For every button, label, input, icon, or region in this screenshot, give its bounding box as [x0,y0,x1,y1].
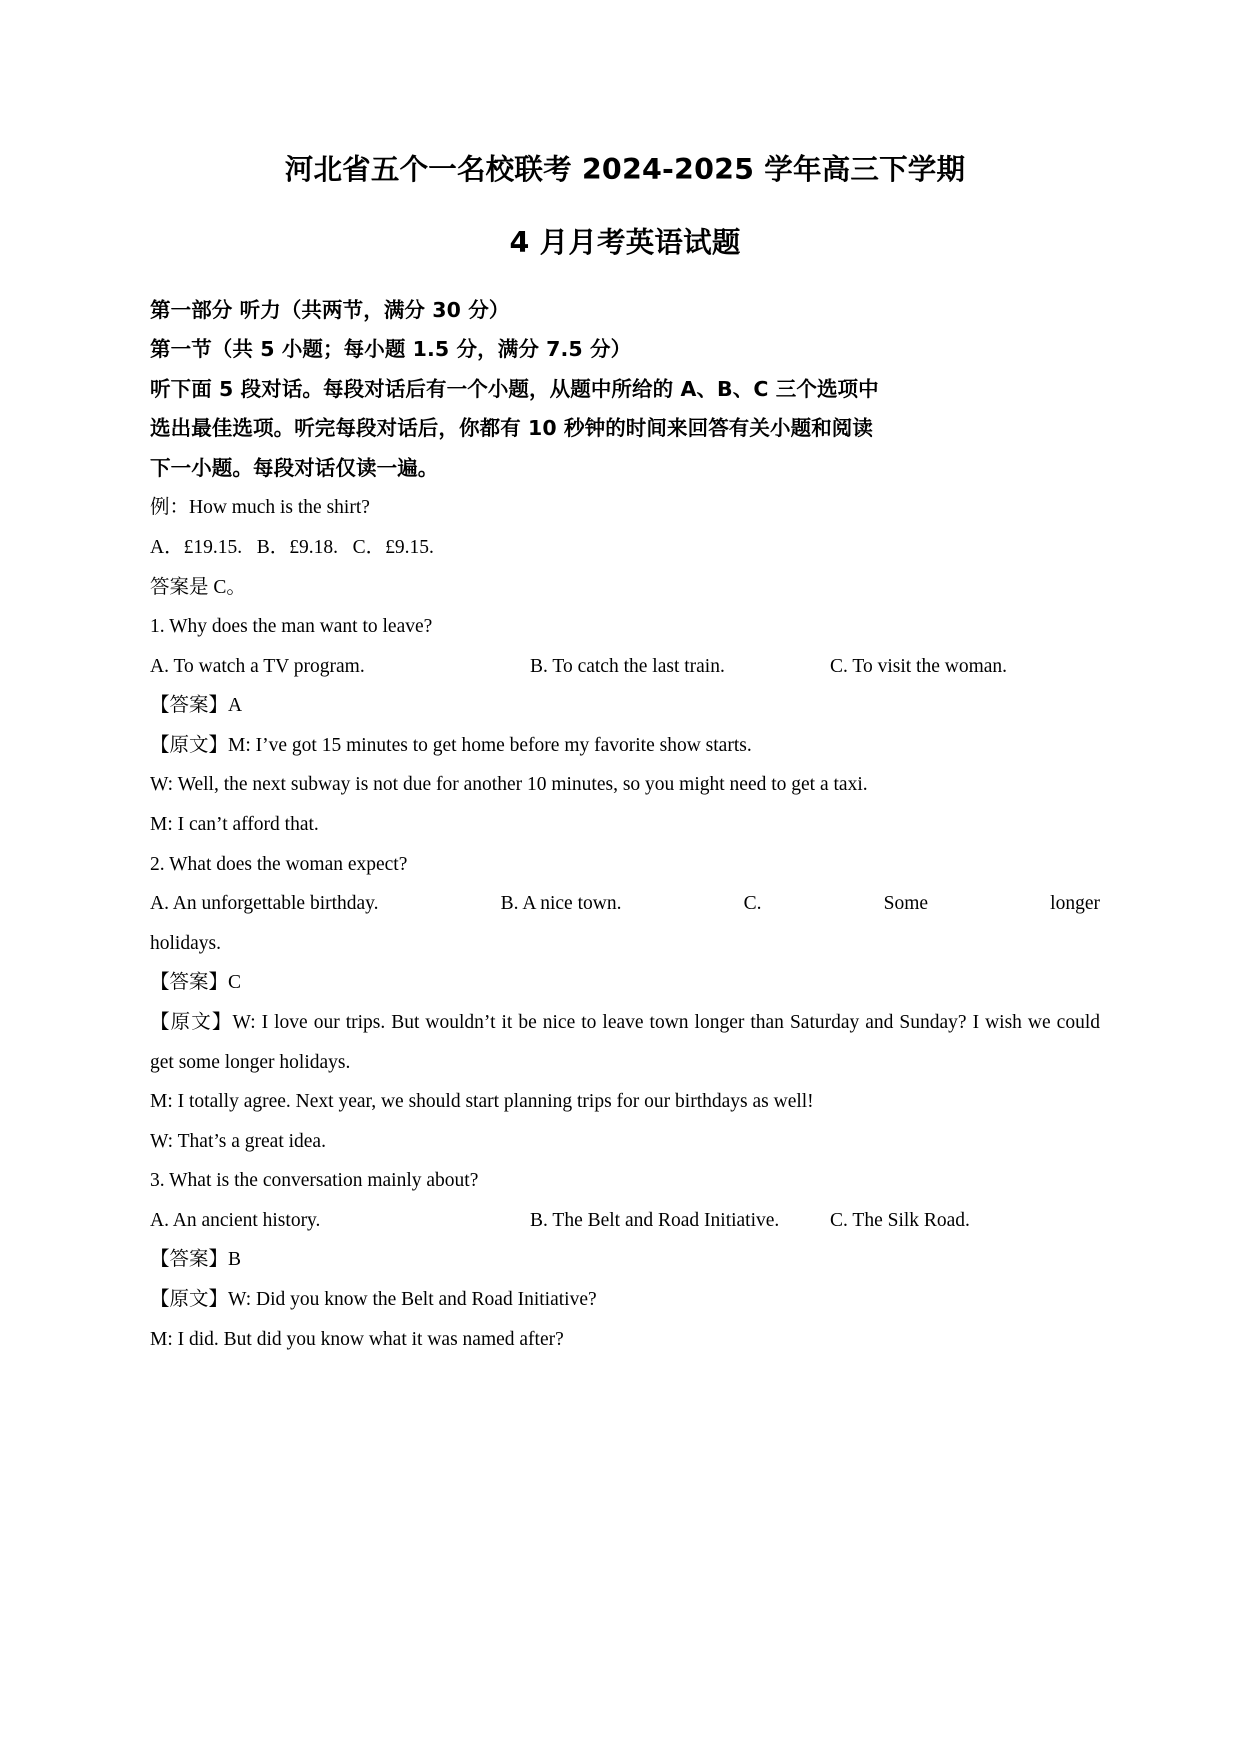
question-2-option-c-word-1[interactable]: Some [883,893,929,915]
question-2-transcript-line-2: M: I totally agree. Next year, we should start planning trips for our birthdays as well! [150,1091,814,1113]
question-2-option-b[interactable]: B. A nice town. [500,893,622,915]
question-3-transcript-line-1: W: Did you know the Belt and Road Initiative? [228,1289,597,1310]
question-3-stem: 3. What is the conversation mainly about? [150,1170,479,1192]
question-1-transcript-line-2: W: Well, the next subway is not due for another 10 minutes, so you might need to get a taxi. [150,774,868,796]
question-3-options [150,1201,1100,1241]
question-2-transcript-line-1: W: I love our trips. But wouldn’t it be nice to leave town longer than Saturday and Sunday? I wish we could get some longer holidays. [150,1011,1100,1073]
question-1-option-a[interactable]: A. To watch a TV program. [150,655,365,677]
section-one-heading: 第一节（共 5 小题；每小题 1.5 分，满分 7.5 分） [150,337,632,362]
question-3-answer-row [150,1240,1100,1280]
question-1-option-b[interactable]: B. To catch the last train. [530,655,725,677]
question-1-transcript-line-1: M: I’ve got 15 minutes to get home before my favorite show starts. [228,734,752,756]
transcript-label: 【原文】 [150,734,229,756]
question-3-transcript-line-2: M: I did. But did you know what it was named after? [150,1328,564,1350]
question-1-answer: A [228,695,243,717]
instructions-line-3: 下一小题。每段对话仅读一遍。 [150,455,439,480]
question-3-option-c[interactable]: C. The Silk Road. [830,1209,970,1231]
answer-label: 【答案】 [150,695,229,717]
instructions-line-2: 选出最佳选项。听完每段对话后，你都有 10 秒钟的时间来回答有关小题和阅读 [150,416,873,441]
answer-label: 【答案】 [150,972,229,994]
question-2-options [150,884,1100,924]
question-2-transcript-line-3: W: That’s a great idea. [150,1130,326,1152]
question-2-transcript-row-1 [150,1003,1100,1082]
question-2-option-c-wrap: holidays. [150,932,221,954]
question-1-option-c[interactable]: C. To visit the woman. [830,655,1008,677]
question-3-answer: B [228,1249,242,1271]
example-answer: 答案是 C。 [150,576,246,598]
example-prompt: 例：How much is the shirt? [150,497,370,519]
document-title-line-1: 河北省五个一名校联考 2024-2025 学年高三下学期 [284,153,966,186]
question-1-transcript-row-1 [150,726,1100,766]
question-1-answer-row [150,686,1100,726]
question-2-answer-row [150,963,1100,1003]
transcript-label: 【原文】 [150,1289,229,1310]
question-2-stem: 2. What does the woman expect? [150,853,408,875]
question-2-answer: C [228,972,242,994]
question-2-option-c-letter[interactable]: C. [743,893,762,915]
document-title-line-2: 4 月月考英语试题 [509,226,741,260]
question-1-transcript-line-3: M: I can’t afford that. [150,814,319,836]
question-3-transcript-row-1 [150,1280,1100,1320]
question-1-options [150,647,1100,687]
question-3-option-b[interactable]: B. The Belt and Road Initiative. [530,1209,780,1231]
transcript-label: 【原文】 [150,1011,233,1033]
question-1-stem: 1. Why does the man want to leave? [150,616,433,638]
instructions-line-1: 听下面 5 段对话。每段对话后有一个小题，从题中所给的 A、B、C 三个选项中 [150,376,879,401]
part-one-heading: 第一部分 听力（共两节，满分 30 分） [150,297,510,322]
question-2-option-a[interactable]: A. An unforgettable birthday. [150,893,379,915]
question-2-option-c-word-2[interactable]: longer [1050,893,1100,915]
answer-label: 【答案】 [150,1249,229,1271]
example-options: A．£19.15. B．£9.18. C．£9.15. [150,537,434,559]
question-3-option-a[interactable]: A. An ancient history. [150,1209,321,1231]
